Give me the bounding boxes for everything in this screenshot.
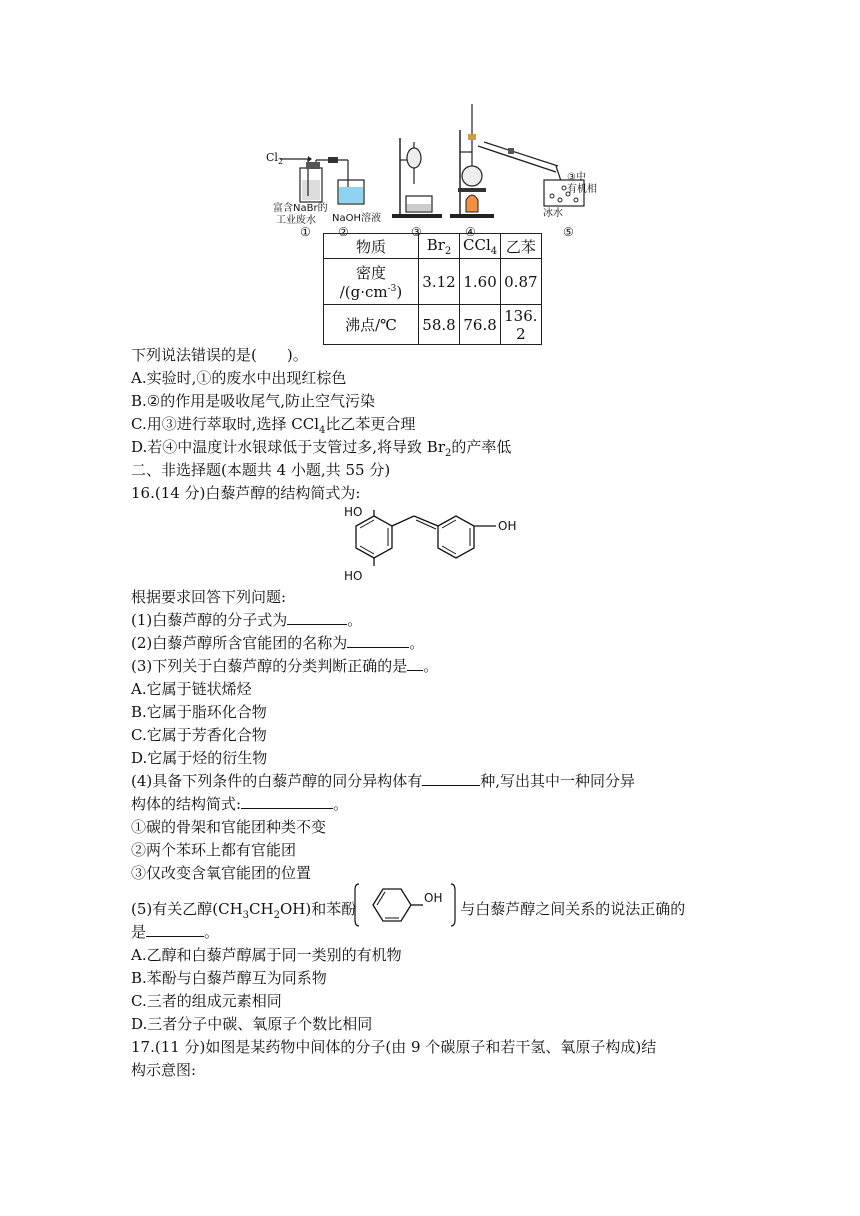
q16-part-3-option-d: D.它属于烃的衍生物 [131, 749, 268, 767]
properties-table [323, 233, 542, 345]
phenol-structure [353, 880, 457, 930]
section-heading: 二、非选择题(本题共 4 小题,共 55 分) [131, 461, 391, 479]
table-cell: 0.87 [501, 259, 541, 305]
table-cell: 1.60 [460, 259, 501, 305]
label-ice-water: 冰水 [543, 208, 563, 219]
q16-part-5-line2: 是 。 [131, 923, 220, 941]
q16-part-4-line2: 构体的结构简式: 。 [131, 795, 349, 813]
condition-1: ①碳的骨架和官能团种类不变 [131, 818, 327, 836]
label-organic-2: 有机相 [567, 184, 597, 195]
resveratrol-structure [340, 504, 540, 588]
cl2-label: $Cl_2$ [266, 151, 284, 167]
table-cell: 3.12 [419, 259, 460, 305]
table-header: CCl$_4$ [460, 234, 501, 259]
apparatus-num-2: ② [338, 225, 349, 239]
answer-blank[interactable] [241, 794, 333, 809]
q16-title: 16.(14 分)白藜芦醇的结构简式为: [131, 484, 361, 502]
q15-option-c: C.用③进行萃取时,选择 CCl$_4$比乙苯更合理 [131, 415, 416, 436]
condition-3: ③仅改变含氧官能团的位置 [131, 864, 312, 882]
ho-bottom-label: HO [344, 569, 363, 583]
q16-part-3-option-c: C.它属于芳香化合物 [131, 726, 267, 744]
ho-top-label: HO [344, 505, 363, 519]
table-cell: 76.8 [460, 305, 501, 345]
q15-option-d: D.若④中温度计水银球低于支管过多,将导致 $Br_2$的产率低 [131, 438, 512, 459]
q15-stem: 下列说法错误的是( )。 [131, 346, 308, 364]
table-cell: 136. 2 [501, 305, 541, 345]
label-wastewater-2: 工业废水 [276, 215, 316, 226]
q16-part-5-option-a: A.乙醇和白藜芦醇属于同一类别的有机物 [131, 946, 402, 964]
table-header: $Br_2$ [419, 234, 460, 259]
q15-option-b: B.②的作用是吸收尾气,防止空气污染 [131, 392, 376, 410]
table-header: 物质 [324, 234, 419, 259]
q16-intro: 根据要求回答下列问题: [131, 588, 287, 606]
label-naoh: NaOH溶液 [332, 213, 381, 224]
q16-part-3: (3)下列关于白藜芦醇的分类判断正确的是 。 [131, 657, 439, 675]
label-wastewater-1: 富含NaBr的 [273, 203, 328, 214]
answer-blank[interactable] [422, 771, 480, 786]
q16-part-3-option-a: A.它属于链状烯烃 [131, 680, 252, 698]
apparatus-num-1: ① [300, 225, 311, 239]
q16-part-5-option-c: C.三者的组成元素相同 [131, 992, 282, 1010]
q16-part-5: (5)有关乙醇$(CH_3CH_2OH)$和苯酚 与白藜芦醇之间关系的说法正确的 [131, 900, 686, 921]
q16-part-5-option-d: D.三者分子中碳、氧原子个数比相同 [131, 1015, 373, 1033]
table-cell: 58.8 [419, 305, 460, 345]
apparatus-num-5: ⑤ [563, 225, 574, 239]
apparatus-num-4: ④ [465, 225, 476, 239]
table-row-label: 密度 $/(g\cdot cm^{-3})$ [324, 259, 419, 305]
q16-part-2: (2)白藜芦醇所含官能团的名称为 。 [131, 634, 425, 652]
q16-part-1: (1)白藜芦醇的分子式为 。 [131, 611, 363, 629]
table-header: 乙苯 [501, 234, 541, 259]
phenol-oh-label: OH [424, 891, 443, 905]
answer-blank[interactable] [347, 633, 409, 648]
answer-blank[interactable] [407, 656, 423, 671]
answer-blank[interactable] [287, 610, 347, 625]
q16-part-4: (4)具备下列条件的白藜芦醇的同分异构体有 种,写出其中一种同分异 [131, 772, 636, 790]
apparatus-num-3: ③ [411, 225, 422, 239]
q17-line-1: 17.(11 分)如图是某药物中间体的分子(由 9 个碳原子和若干氢、氧原子构成)结 [131, 1038, 657, 1056]
q17-line-2: 构示意图: [131, 1061, 197, 1079]
answer-blank[interactable] [146, 922, 204, 937]
q16-part-5-option-b: B.苯酚与白藜芦醇互为同系物 [131, 969, 327, 987]
q16-part-3-option-b: B.它属于脂环化合物 [131, 703, 267, 721]
condition-2: ②两个苯环上都有官能团 [131, 841, 297, 859]
oh-right-label: OH [498, 519, 517, 533]
label-organic-1: ③中 [567, 172, 586, 183]
table-row-label: 沸点/℃ [324, 305, 419, 345]
q15-option-a: A.实验时,①的废水中出现红棕色 [131, 369, 347, 387]
